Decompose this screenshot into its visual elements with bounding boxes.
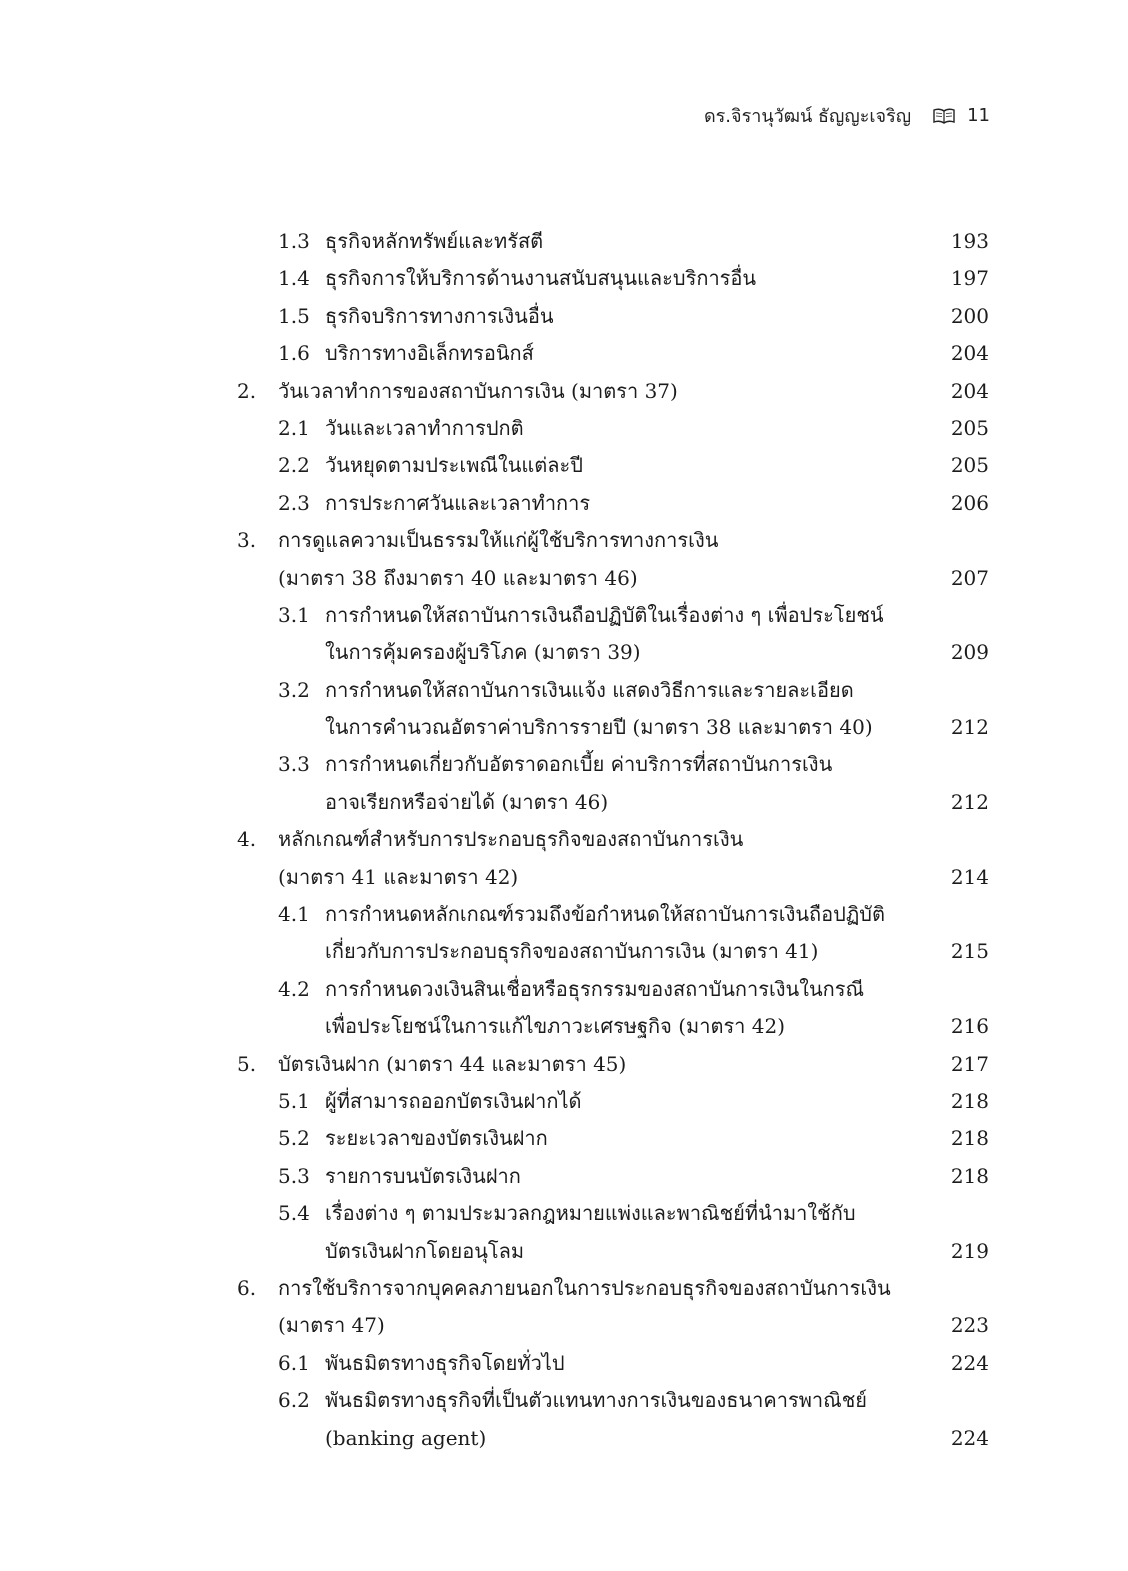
header-author: ดร.จิรานุวัฒน์ ธัญญะเจริญ	[703, 106, 912, 127]
toc-entry-page: 205	[950, 453, 989, 478]
toc-entry-number: 6.2	[278, 1388, 310, 1413]
toc-entry-number: 2.2	[278, 453, 310, 478]
toc-entry-number: 4.2	[278, 976, 310, 1001]
toc-entry-number: 4.	[237, 827, 257, 852]
toc-entry-number: 4.1	[278, 902, 310, 927]
toc-entry-title: พันธมิตรทางธุรกิจโดยทั่วไป	[325, 1350, 565, 1375]
toc-entry-page: 207	[950, 565, 989, 590]
toc-entry-title: หลักเกณฑ์สำหรับการประกอบธุรกิจของสถาบันการเงิน	[278, 827, 744, 852]
toc-entry	[0, 971, 1128, 1008]
toc-entry-title: การดูแลความเป็นธรรมให้แก่ผู้ใช้บริการทางการเงิน	[278, 528, 719, 553]
toc-entry	[0, 672, 1128, 709]
toc-entry-continuation	[0, 634, 1128, 671]
toc-entry-number: 5.2	[278, 1126, 310, 1151]
toc-entry	[0, 1120, 1128, 1157]
toc-entry-title: การกำหนดให้สถาบันการเงินถือปฏิบัติในเรื่องต่าง ๆ เพื่อประโยชน์	[325, 602, 884, 627]
toc-entry-number: 3.1	[278, 602, 310, 627]
toc-entry	[0, 373, 1128, 410]
toc-entry	[0, 410, 1128, 447]
toc-entry	[0, 485, 1128, 522]
header-page-number: 11	[967, 105, 990, 126]
toc-entry-continuation	[0, 560, 1128, 597]
toc-entry-title: เกี่ยวกับการประกอบธุรกิจของสถาบันการเงิน (มาตรา 41)	[325, 939, 819, 964]
toc-entry-page: 200	[950, 303, 989, 328]
toc-entry	[0, 1270, 1128, 1307]
toc-entry-number: 1.4	[278, 266, 310, 291]
toc-entry	[0, 447, 1128, 484]
toc-entry	[0, 896, 1128, 933]
toc-entry	[0, 1083, 1128, 1120]
toc-entry	[0, 298, 1128, 335]
toc-entry-number: 5.4	[278, 1201, 310, 1226]
toc-entry-continuation	[0, 933, 1128, 970]
toc-entry-title: วันเวลาทำการของสถาบันการเงิน (มาตรา 37)	[278, 378, 678, 403]
toc-entry	[0, 335, 1128, 372]
toc-entry-number: 2.1	[278, 415, 310, 440]
toc-entry	[0, 746, 1128, 783]
toc-entry	[0, 1158, 1128, 1195]
toc-entry-title: (มาตรา 38 ถึงมาตรา 40 และมาตรา 46)	[278, 565, 638, 590]
toc-entry	[0, 1195, 1128, 1232]
toc-entry-title: ผู้ที่สามารถออกบัตรเงินฝากได้	[325, 1088, 582, 1113]
toc-entry-title: (มาตรา 41 และมาตรา 42)	[278, 864, 519, 889]
toc-entry-continuation	[0, 709, 1128, 746]
toc-entry-page: 218	[950, 1088, 989, 1113]
toc-entry-number: 1.3	[278, 229, 310, 253]
toc-entry-page: 214	[950, 864, 989, 889]
toc-entry-title: การใช้บริการจากบุคคลภายนอกในการประกอบธุรกิจของสถาบันการเงิน	[278, 1275, 891, 1300]
toc-entry-number: 3.	[237, 528, 257, 553]
toc-entry-page: 197	[950, 266, 989, 291]
toc-entry-page: 218	[950, 1163, 989, 1188]
toc-entry-number: 5.3	[278, 1163, 310, 1188]
toc-entry-title: วันหยุดตามประเพณีในแต่ละปี	[325, 453, 583, 478]
toc-entry-page: 224	[950, 1350, 989, 1375]
toc-entry	[0, 1046, 1128, 1083]
toc-entry	[0, 223, 1128, 260]
toc-entry	[0, 260, 1128, 297]
toc-entry-number: 5.	[237, 1051, 257, 1076]
toc-entry-number: 2.	[237, 378, 257, 403]
toc-entry-page: 209	[950, 640, 989, 665]
toc-entry-title: ธุรกิจหลักทรัพย์และทรัสตี	[325, 229, 544, 253]
toc-entry-title: การกำหนดหลักเกณฑ์รวมถึงข้อกำหนดให้สถาบันการเงินถือปฏิบัติ	[325, 902, 885, 927]
toc-entry-title: การกำหนดวงเงินสินเชื่อหรือธุรกรรมของสถาบันการเงินในกรณี	[325, 976, 865, 1001]
toc-entry	[0, 821, 1128, 858]
toc-entry-title: บริการทางอิเล็กทรอนิกส์	[325, 341, 534, 366]
table-of-contents	[0, 223, 1128, 1457]
toc-entry-continuation	[0, 1307, 1128, 1344]
toc-entry-title: บัตรเงินฝาก (มาตรา 44 และมาตรา 45)	[278, 1051, 627, 1076]
toc-entry-title: ในการคำนวณอัตราค่าบริการรายปี (มาตรา 38 และมาตรา 40)	[325, 715, 873, 740]
toc-entry-page: 215	[950, 939, 989, 964]
toc-entry-title: ธุรกิจบริการทางการเงินอื่น	[325, 303, 554, 328]
toc-entry-continuation	[0, 1008, 1128, 1045]
toc-entry-title: (banking agent)	[325, 1425, 487, 1450]
toc-entry-page: 224	[950, 1425, 989, 1450]
toc-entry-title: ระยะเวลาของบัตรเงินฝาก	[325, 1126, 548, 1151]
toc-entry-number: 3.2	[278, 677, 310, 702]
toc-entry-continuation	[0, 859, 1128, 896]
toc-entry-page: 204	[950, 341, 989, 366]
toc-entry-page: 218	[950, 1126, 989, 1151]
toc-entry	[0, 1345, 1128, 1382]
toc-entry-title: ในการคุ้มครองผู้บริโภค (มาตรา 39)	[325, 640, 641, 665]
toc-entry-continuation	[0, 1233, 1128, 1270]
toc-entry-number: 2.3	[278, 490, 310, 515]
toc-entry-page: 205	[950, 415, 989, 440]
toc-entry-page: 219	[950, 1238, 989, 1263]
toc-entry-page: 223	[950, 1313, 989, 1338]
running-header	[704, 101, 990, 130]
toc-entry-title: ธุรกิจการให้บริการด้านงานสนับสนุนและบริการอื่น	[325, 266, 757, 291]
toc-entry-page: 212	[950, 789, 989, 814]
toc-entry-page: 204	[950, 378, 989, 403]
toc-entry-continuation	[0, 1420, 1128, 1457]
toc-entry	[0, 597, 1128, 634]
toc-entry-number: 5.1	[278, 1088, 310, 1113]
toc-entry-title: วันและเวลาทำการปกติ	[325, 415, 524, 440]
toc-entry-number: 1.5	[278, 303, 310, 328]
toc-entry-page: 212	[950, 715, 989, 740]
toc-entry-number: 1.6	[278, 341, 310, 366]
toc-entry-number: 3.3	[278, 752, 310, 777]
toc-entry-title: อาจเรียกหรือจ่ายได้ (มาตรา 46)	[325, 789, 609, 814]
toc-entry-title: การกำหนดให้สถาบันการเงินแจ้ง แสดงวิธีการและรายละเอียด	[325, 677, 854, 702]
toc-entry-title: เรื่องต่าง ๆ ตามประมวลกฎหมายแพ่งและพาณิชย์ที่นำมาใช้กับ	[325, 1201, 856, 1226]
toc-entry-title: การประกาศวันและเวลาทำการ	[325, 490, 591, 515]
toc-entry	[0, 1382, 1128, 1419]
toc-entry	[0, 522, 1128, 559]
toc-entry-page: 193	[950, 229, 989, 253]
open-book-icon	[933, 107, 955, 125]
toc-entry-page: 206	[950, 490, 989, 515]
toc-entry-continuation	[0, 784, 1128, 821]
toc-entry-title: การกำหนดเกี่ยวกับอัตราดอกเบี้ย ค่าบริการที่สถาบันการเงิน	[325, 752, 833, 777]
toc-entry-number: 6.1	[278, 1350, 310, 1375]
toc-entry-title: บัตรเงินฝากโดยอนุโลม	[325, 1238, 525, 1263]
toc-entry-title: (มาตรา 47)	[278, 1313, 385, 1338]
toc-entry-page: 216	[950, 1014, 989, 1039]
toc-entry-page: 217	[950, 1051, 989, 1076]
toc-entry-title: พันธมิตรทางธุรกิจที่เป็นตัวแทนทางการเงินของธนาคารพาณิชย์	[325, 1388, 867, 1413]
toc-entry-number: 6.	[237, 1275, 257, 1300]
toc-entry-title: เพื่อประโยชน์ในการแก้ไขภาวะเศรษฐกิจ (มาตรา 42)	[325, 1014, 786, 1039]
toc-entry-title: รายการบนบัตรเงินฝาก	[325, 1163, 521, 1188]
